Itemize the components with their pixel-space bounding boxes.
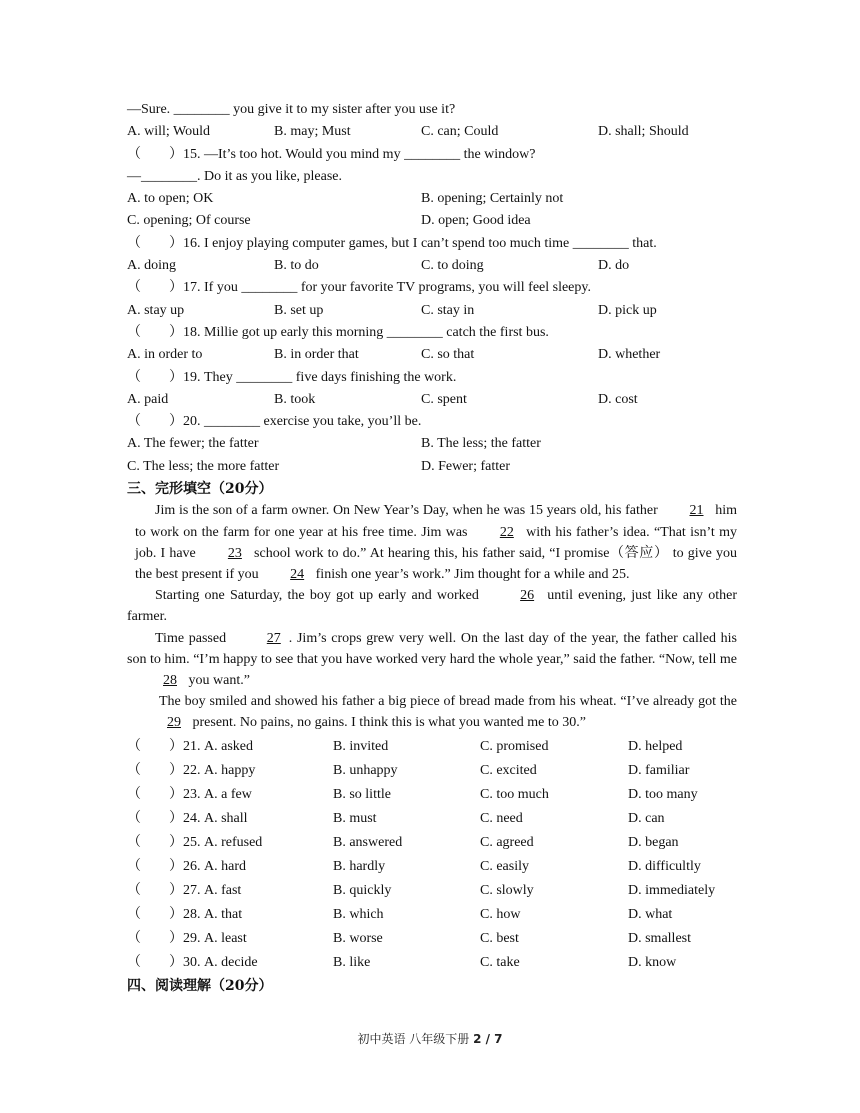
option-d: D. cost [598,391,638,407]
cloze-passage [127,500,737,733]
option-b: B. must [333,810,377,826]
passage-paragraph [127,628,737,692]
option-d: D. can [628,810,665,826]
passage-text: finish one year’s work.” Jim thought for a while and 25. [312,566,630,582]
option-c: C. promised [480,738,549,754]
passage-text: Jim is the son of a farm owner. On New Year’s Day, when he was 15 years old, his father [155,503,662,519]
option-c: C. take [480,954,520,970]
options-row [127,389,737,411]
passage-text: him to work on the farm for one year at his free time. Jim was [135,503,738,540]
option-d: D. began [628,834,679,850]
cloze-question: （ ）27. A. fast [127,882,242,898]
option-d: D. what [628,906,673,922]
blank-29: 29 [167,715,181,731]
option-c: C. easily [480,858,529,874]
option-b: B. worse [333,930,383,946]
option-a: A. in order to [127,347,203,363]
option-d: D. smallest [628,930,691,946]
option-d: D. familiar [628,762,690,778]
option-c: C. opening; Of course [127,213,251,229]
option-c: C. best [480,930,519,946]
cloze-item-27 [127,879,737,903]
option-a: A. doing [127,258,176,274]
option-a: A. to open; OK [127,191,214,207]
option-d: D. Fewer; fatter [421,458,511,474]
passage-text: The boy smiled and showed his father a big piece of bread made from his wheat. “I’ve already got the [159,694,737,710]
document-page [127,99,737,997]
option-a: A. paid [127,391,169,407]
option-a: A. The fewer; the fatter [127,436,259,452]
passage-text: Time passed [155,630,231,646]
cloze-item-30 [127,951,737,975]
option-c: C. The less; the more fatter [127,458,280,474]
cloze-item-23 [127,783,737,807]
passage-paragraph [127,691,737,733]
option-d: D. open; Good idea [421,213,531,229]
blank-21: 21 [689,503,704,519]
option-b: B. unhappy [333,762,398,778]
options-row [127,210,737,232]
option-b: B. answered [333,834,403,850]
blank-22: 22 [499,524,514,540]
passage-paragraph [127,585,737,627]
footer-course-label: 初中英语 八年级下册 [357,1032,474,1046]
option-b: B. The less; the fatter [421,436,541,452]
option-c: C. spent [421,391,467,407]
option-c: C. need [480,810,523,826]
passage-text: school work to do.” At hearing this, his father said, “I promise（答应） to give you the best present if you [135,545,737,582]
cloze-item-21 [127,735,737,759]
cloze-options [127,735,737,975]
option-d: D. difficultly [628,858,701,874]
passage-text: Starting one Saturday, the boy got up early and worked [155,588,485,604]
option-d: D. helped [628,738,683,754]
question-line: （ ）20. ________ exercise you take, you’ll be. [127,414,422,430]
question-line: （ ）18. Millie got up early this morning ________ catch the first bus. [127,324,549,340]
option-c: C. can; Could [421,124,499,140]
cloze-item-28 [127,903,737,927]
option-d: D. too many [628,786,698,802]
option-b: B. which [333,906,384,922]
cloze-question: （ ）28. A. that [127,906,243,922]
option-c: C. agreed [480,834,534,850]
options-row [127,300,737,322]
passage-text: present. No pains, no gains. I think this is what you wanted me to 30.” [189,715,586,731]
option-d: D. shall; Should [598,124,689,140]
option-b: B. invited [333,738,389,754]
question-line: （ ）15. —It’s too hot. Would you mind my ________ the window? [127,146,536,162]
option-b: B. took [274,391,316,407]
section-title-reading: 四、阅读理解（20分） [127,977,273,994]
blank-23: 23 [227,545,242,561]
option-a: A. will; Would [127,124,211,140]
cloze-question: （ ）21. A. asked [127,738,253,754]
question-line: （ ）17. If you ________ for your favorite TV programs, you will feel sleepy. [127,280,591,296]
cloze-item-24 [127,807,737,831]
option-b: B. hardly [333,858,386,874]
option-d: D. immediately [628,882,716,898]
option-d: D. whether [598,347,661,363]
cloze-item-29 [127,927,737,951]
blank-27: 27 [266,630,281,646]
option-c: C. too much [480,786,549,802]
option-b: B. opening; Certainly not [421,191,564,207]
blank-28: 28 [163,672,177,688]
cloze-item-22 [127,759,737,783]
passage-text: you want.” [185,672,250,688]
question-line: —Sure. ________ you give it to my sister after you use it? [127,102,456,117]
option-a: A. stay up [127,302,185,318]
cloze-question: （ ）22. A. happy [127,762,256,778]
question-line: —________. Do it as you like, please. [127,168,343,184]
cloze-question: （ ）26. A. hard [127,858,246,874]
option-c: C. to doing [421,258,484,274]
passage-text: . Jim’s crops grew very well. On the last day of the year, the father called his son to him. “I’m happy to see that you have worked very hard the whole year,” said the father. “Now, tell me [127,630,737,667]
cloze-question: （ ）29. A. least [127,930,247,946]
cloze-question: （ ）25. A. refused [127,834,263,850]
option-b: B. to do [274,258,319,274]
passage-text: until evening, just like any other farmer. [127,588,738,625]
cloze-question: （ ）23. A. a few [127,786,252,802]
cloze-item-26 [127,855,737,879]
passage-text: with his father’s idea. “That isn’t my job. I have [135,524,737,561]
option-d: D. pick up [598,302,657,318]
question-line: （ ）19. They ________ five days finishing the work. [127,369,457,385]
options-row [127,433,737,455]
option-c: C. how [480,906,521,922]
page-number: 2 / 7 [473,1032,503,1046]
option-d: D. know [628,954,677,970]
option-b: B. in order that [274,347,359,363]
option-b: B. may; Must [274,124,351,140]
cloze-question: （ ）24. A. shall [127,810,248,826]
options-row [127,255,737,277]
passage-paragraph [127,500,737,585]
option-c: C. slowly [480,882,534,898]
cloze-item-25 [127,831,737,855]
option-d: D. do [598,258,630,274]
option-c: C. stay in [421,302,475,318]
option-c: C. excited [480,762,537,778]
options-row [127,121,737,143]
option-b: B. quickly [333,882,392,898]
question-line: （ ）16. I enjoy playing computer games, but I can’t spend too much time ________ that. [127,235,657,251]
option-c: C. so that [421,347,475,363]
option-b: B. like [333,954,371,970]
cloze-question: （ ）30. A. decide [127,954,258,970]
blank-24: 24 [290,566,305,582]
options-row [127,188,737,210]
page-footer [0,1030,860,1047]
options-row [127,344,737,366]
question-block-top [127,99,737,478]
options-row [127,456,737,478]
option-b: B. so little [333,786,391,802]
blank-26: 26 [520,588,535,604]
section-title-cloze: 三、完形填空（20分） [127,481,273,498]
option-b: B. set up [274,302,324,318]
